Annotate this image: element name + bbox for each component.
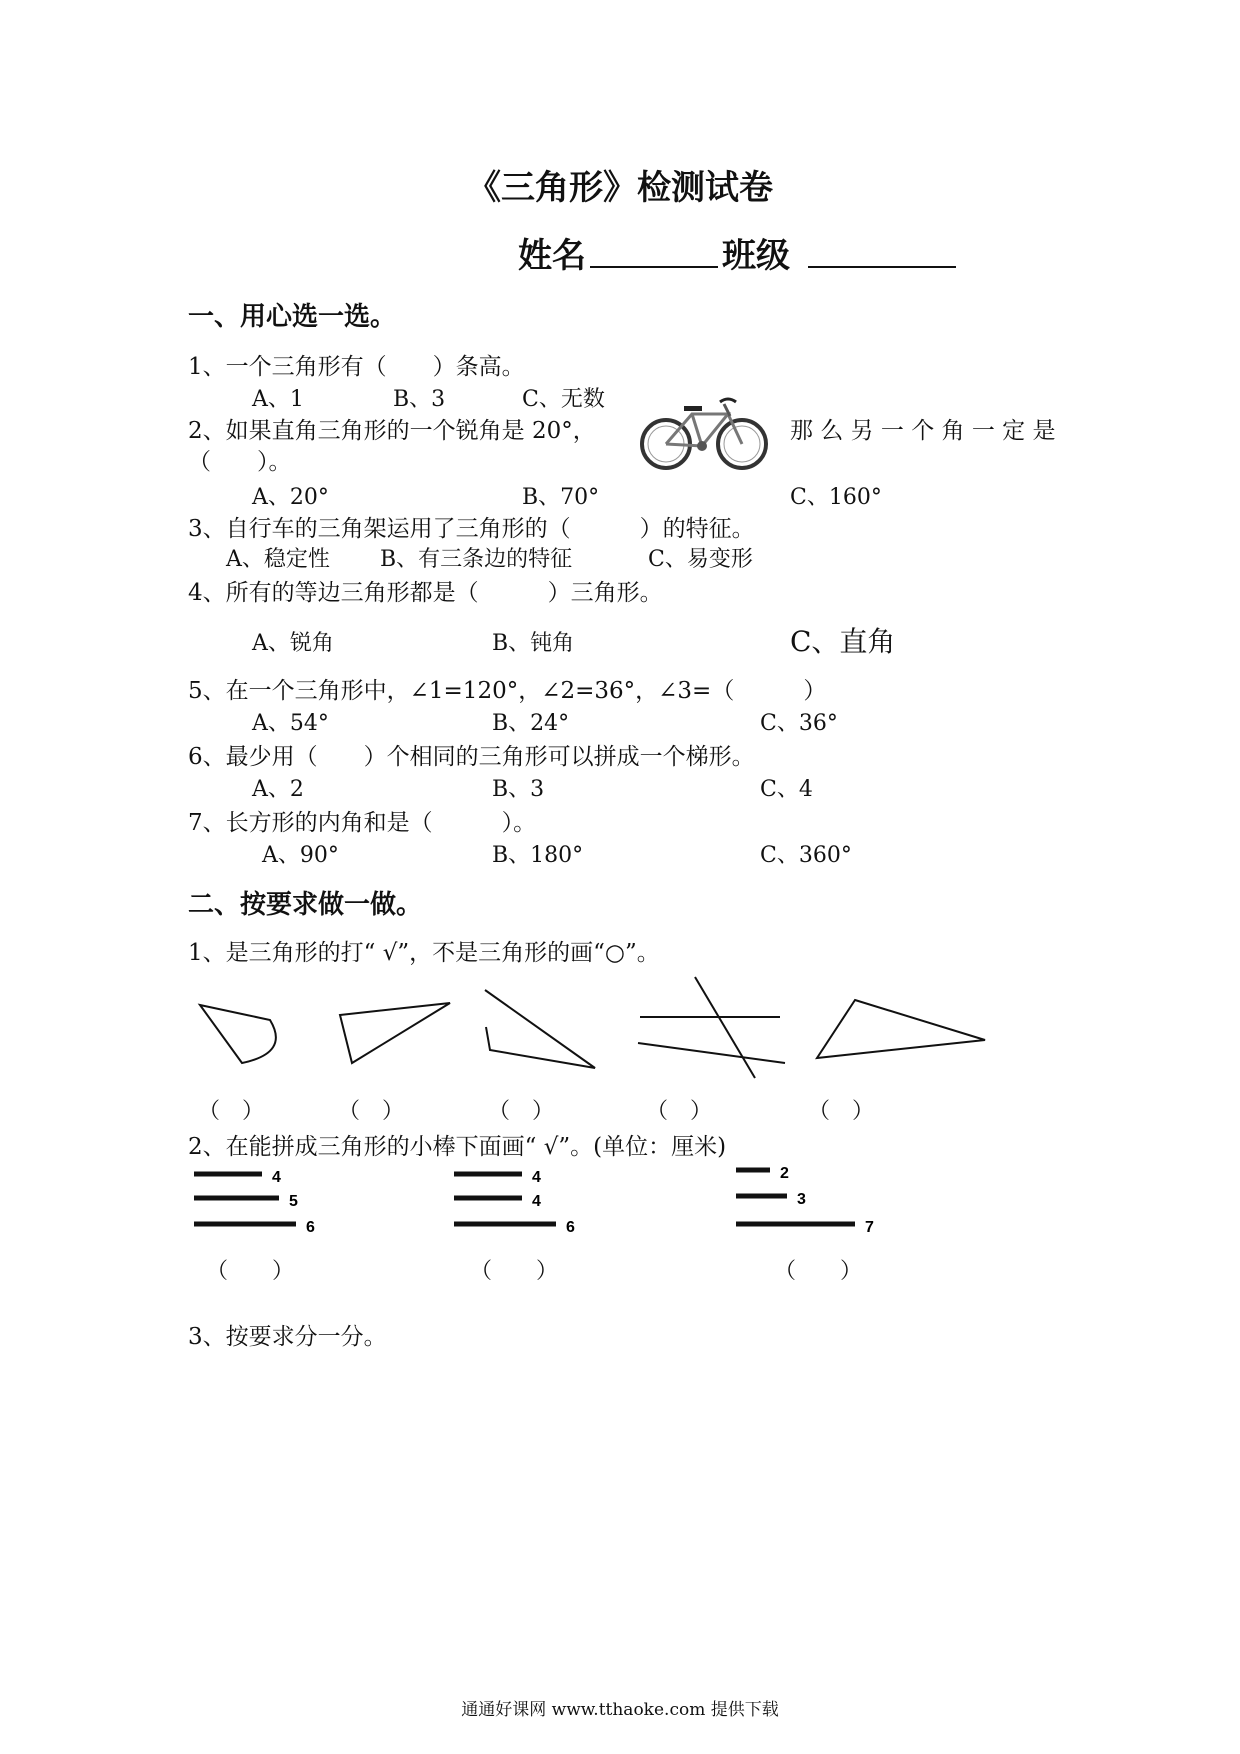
q1-option-b[interactable]: B、3 [393, 387, 446, 412]
footer-text: 通通好课网 www.tthaoke.com 提供下载 [461, 1700, 779, 1720]
q5-option-b[interactable]: B、24° [492, 711, 570, 736]
stick-label-set3-3: 7 [865, 1219, 874, 1236]
stick-label-set2-2: 4 [532, 1193, 541, 1210]
page-title: 《三角形》检测试卷 [467, 168, 773, 208]
name-blank[interactable] [590, 266, 718, 268]
q1-text: 1、一个三角形有（ ）条高。 [188, 354, 525, 380]
shapes-figure [180, 975, 1010, 1085]
stick-label-set1-1: 4 [272, 1169, 281, 1186]
stick-label-set3-2: 3 [797, 1191, 806, 1208]
q7-text: 7、长方形的内角和是（ ）。 [188, 810, 537, 836]
bicycle-image [640, 390, 770, 472]
s2-q2-text: 2、在能拼成三角形的小棒下面画“ √”。(单位：厘米) [188, 1134, 727, 1160]
class-label: 班级 [722, 236, 790, 276]
q2-text-cont: （ ）。 [188, 449, 292, 475]
shape-1-curved [200, 1005, 276, 1063]
stick-label-set3-1: 2 [780, 1165, 789, 1182]
stick-label-set2-3: 6 [566, 1219, 575, 1236]
q4-option-b[interactable]: B、钝角 [492, 631, 575, 656]
q2-option-b[interactable]: B、70° [522, 485, 600, 510]
q3-option-c[interactable]: C、易变形 [648, 547, 753, 572]
shape-2-triangle [340, 1003, 450, 1063]
q2-text: 2、如果直角三角形的一个锐角是 20°， [188, 418, 596, 444]
stick-label-set1-2: 5 [289, 1193, 298, 1210]
q7-option-c[interactable]: C、360° [760, 843, 852, 868]
shape-4-answer[interactable]: （ ） [646, 1099, 713, 1124]
s2-q3-text: 3、按要求分一分。 [188, 1324, 387, 1350]
shape-5-answer[interactable]: （ ） [808, 1099, 875, 1124]
name-label: 姓名 [518, 236, 586, 276]
shape-5-triangle [817, 1000, 985, 1058]
shape-3-answer[interactable]: （ ） [488, 1099, 555, 1124]
q7-option-a[interactable]: A、90° [262, 843, 339, 868]
q6-option-b[interactable]: B、3 [492, 777, 545, 802]
q3-option-a[interactable]: A、稳定性 [226, 547, 330, 572]
shape-2-answer[interactable]: （ ） [338, 1099, 405, 1124]
section1-heading: 一、用心选一选。 [188, 302, 397, 332]
q6-text: 6、最少用（ ）个相同的三角形可以拼成一个梯形。 [188, 744, 755, 770]
q4-option-a[interactable]: A、锐角 [252, 631, 334, 656]
q3-option-b[interactable]: B、有三条边的特征 [380, 547, 573, 572]
q1-option-c[interactable]: C、无数 [522, 387, 605, 412]
q2-text-right: 那 么 另 一 个 角 一 定 是 [790, 418, 1056, 444]
q5-option-c[interactable]: C、36° [760, 711, 838, 736]
q2-option-a[interactable]: A、20° [252, 485, 329, 510]
q4-text: 4、所有的等边三角形都是（ ）三角形。 [188, 580, 663, 606]
class-blank[interactable] [808, 266, 956, 268]
q5-text: 5、在一个三角形中，∠1=120°，∠2=36°，∠3=（ ） [188, 678, 827, 704]
sticks-set-1-answer[interactable]: （ ） [206, 1259, 295, 1284]
q7-option-b[interactable]: B、180° [492, 843, 584, 868]
q4-option-c[interactable]: C、直角 [790, 625, 896, 658]
sticks-figure [180, 1160, 940, 1240]
stick-label-set2-1: 4 [532, 1169, 541, 1186]
q5-option-a[interactable]: A、54° [252, 711, 329, 736]
q1-option-a[interactable]: A、1 [252, 387, 304, 412]
shape-4-crossed-lines [638, 977, 785, 1078]
stick-label-set1-3: 6 [306, 1219, 315, 1236]
sticks-set-2-answer[interactable]: （ ） [470, 1259, 559, 1284]
s2-q1-text: 1、是三角形的打“ √”，不是三角形的画“○”。 [188, 940, 660, 966]
q6-option-c[interactable]: C、4 [760, 777, 813, 802]
q6-option-a[interactable]: A、2 [252, 777, 304, 802]
sticks-set-3-answer[interactable]: （ ） [774, 1259, 863, 1284]
q2-option-c[interactable]: C、160° [790, 485, 882, 510]
section2-heading: 二、按要求做一做。 [188, 890, 423, 920]
shape-1-answer[interactable]: （ ） [198, 1099, 265, 1124]
shape-3-open [485, 990, 595, 1068]
q3-text: 3、自行车的三角架运用了三角形的（ ）的特征。 [188, 516, 755, 542]
